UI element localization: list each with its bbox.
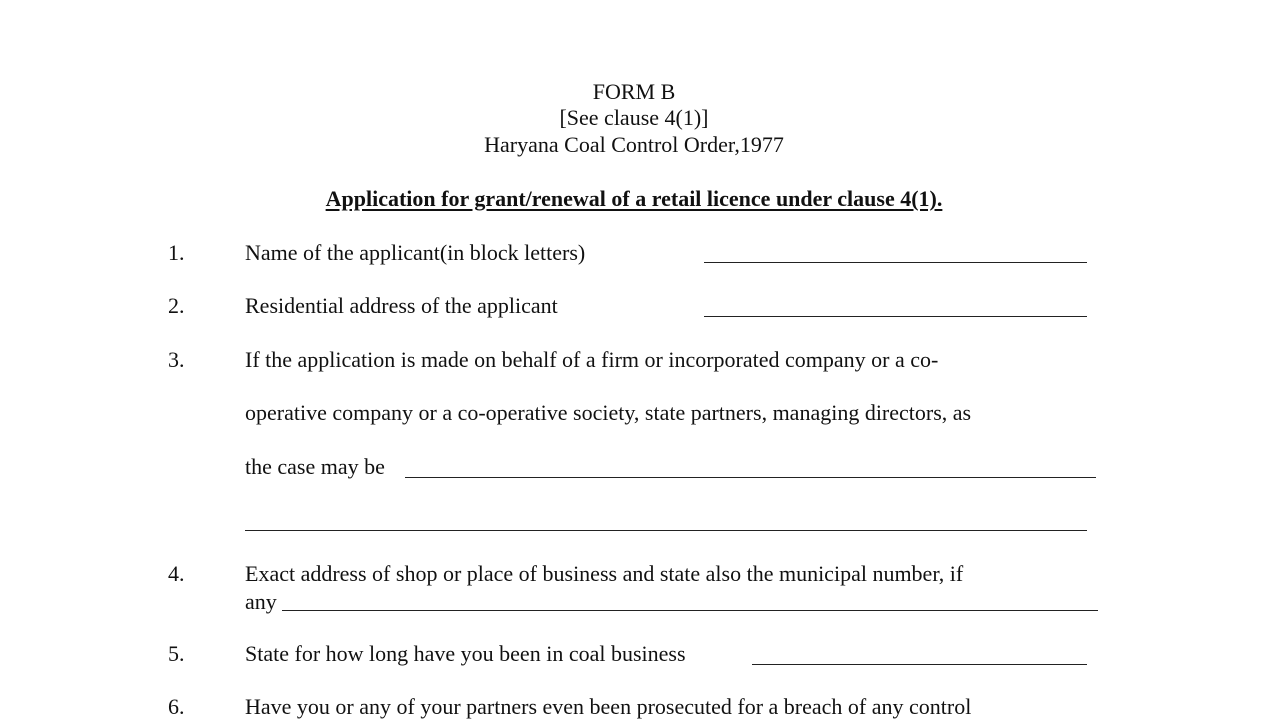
item-3-line-1: If the application is made on behalf of a firm or incorporated company or a co- xyxy=(245,347,939,372)
shop-address-blank[interactable] xyxy=(282,610,1098,611)
order-name: Haryana Coal Control Order,1977 xyxy=(484,132,784,157)
item-3-line-3: the case may be xyxy=(245,454,385,479)
form-heading: Application for grant/renewal of a retail licence under clause 4(1). xyxy=(325,186,943,211)
item-number-6: 6. xyxy=(168,694,185,719)
item-number-1: 1. xyxy=(168,240,185,265)
item-4-line-2: any xyxy=(245,589,277,614)
business-duration-blank[interactable] xyxy=(752,664,1087,665)
item-number-4: 4. xyxy=(168,561,185,586)
partners-blank[interactable] xyxy=(405,477,1096,478)
form-title: FORM B xyxy=(592,79,676,104)
item-3-line-2: operative company or a co-operative society, state partners, managing directors, as xyxy=(245,400,972,425)
residential-address-blank[interactable] xyxy=(704,316,1087,317)
item-5-label: State for how long have you been in coal business xyxy=(245,641,686,666)
item-number-5: 5. xyxy=(168,641,185,666)
partners-blank-continued[interactable] xyxy=(245,530,1087,531)
applicant-name-blank[interactable] xyxy=(704,262,1087,263)
clause-reference: [See clause 4(1)] xyxy=(559,105,709,130)
item-1-label: Name of the applicant(in block letters) xyxy=(245,240,586,265)
item-6-line-1: Have you or any of your partners even been prosecuted for a breach of any control xyxy=(245,694,972,719)
item-number-3: 3. xyxy=(168,347,185,372)
item-2-label: Residential address of the applicant xyxy=(245,293,558,318)
item-number-2: 2. xyxy=(168,293,185,318)
item-4-line-1: Exact address of shop or place of business and state also the municipal number, if xyxy=(245,561,964,586)
